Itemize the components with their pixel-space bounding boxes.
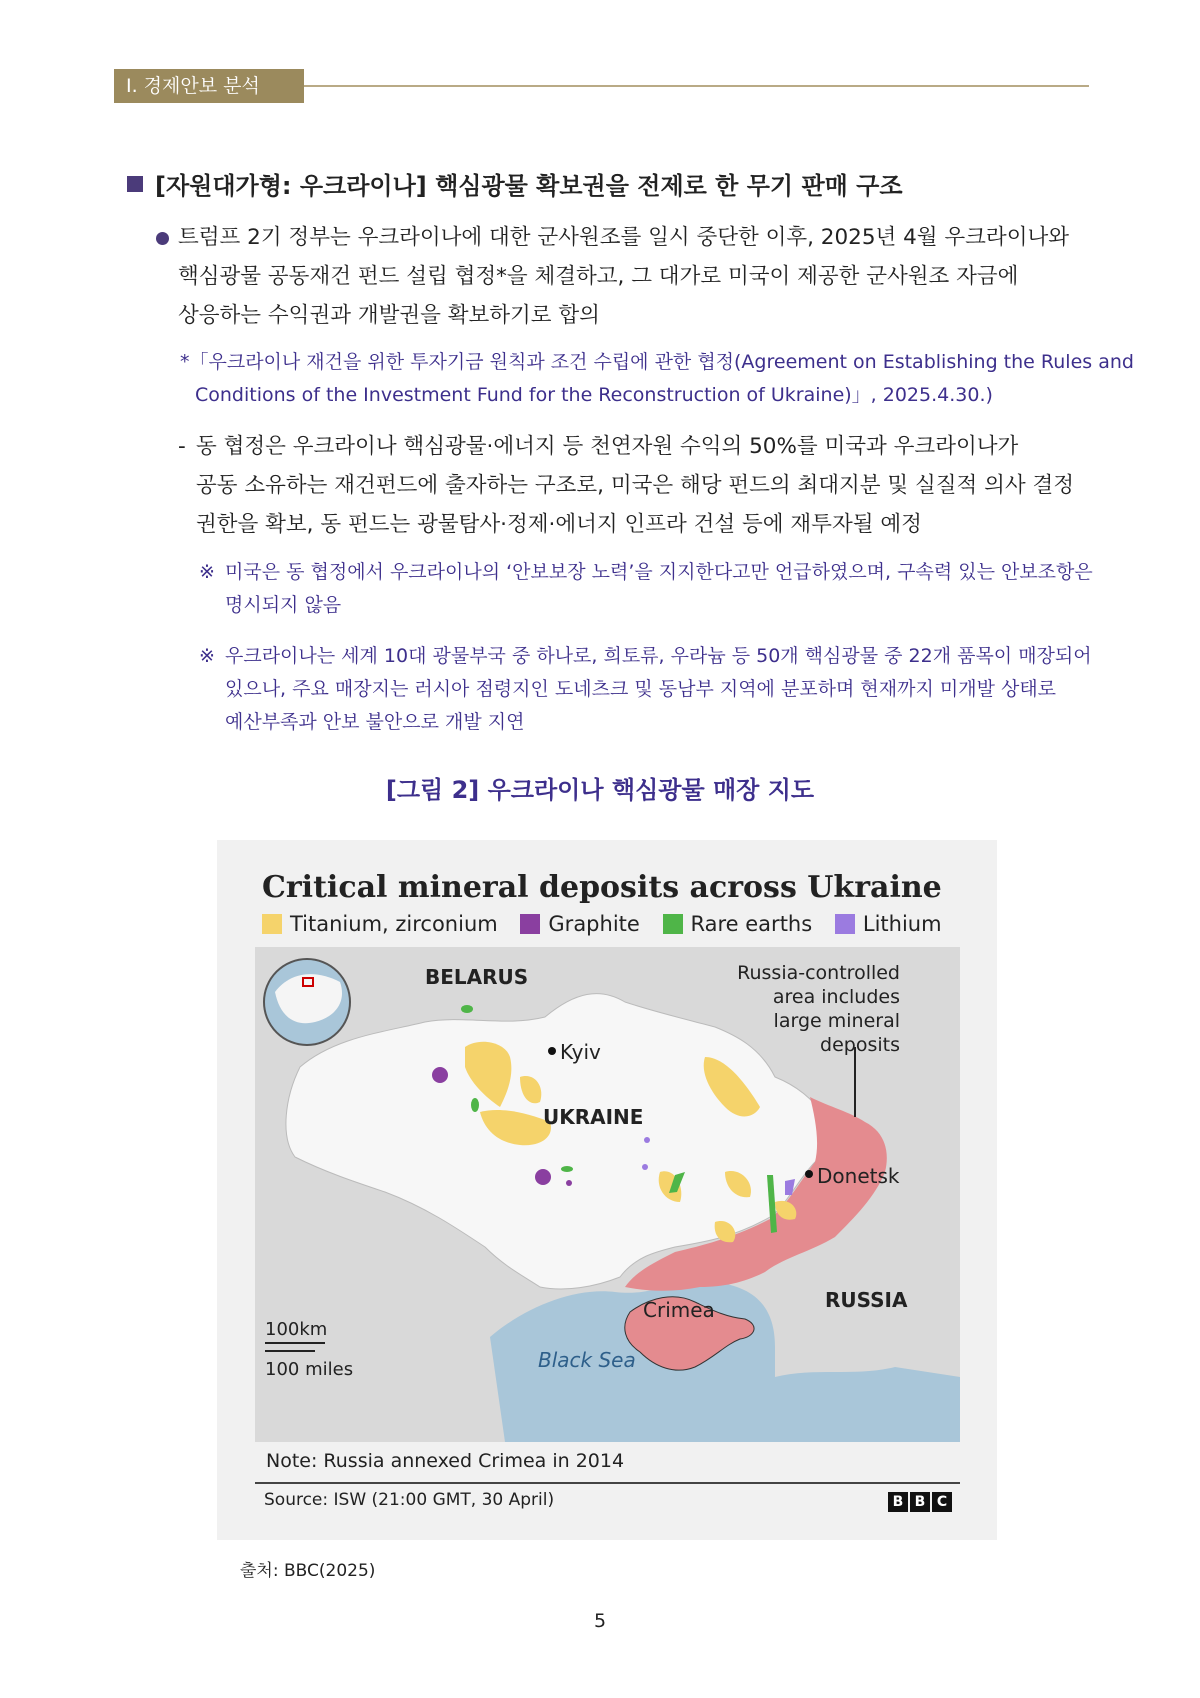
paragraph-line: 트럼프 2기 정부는 우크라이나에 대한 군사원조를 일시 중단한 이후, 2025년 4월 우크라이나와 (178, 225, 1070, 250)
page-number: 5 (593, 1610, 607, 1632)
russia-note-line: deposits (820, 1034, 900, 1056)
section-tab: Ⅰ. 경제안보 분석 (114, 69, 304, 103)
label-crimea: Crimea (643, 1298, 715, 1322)
map-legend (262, 912, 958, 936)
label-donetsk: Donetsk (817, 1164, 900, 1188)
russia-note-line: Russia-controlled (737, 962, 900, 984)
label-belarus: BELARUS (425, 965, 529, 989)
dash-marker: - (178, 434, 186, 459)
paragraph-line: 핵심광물 공동재건 펀드 설립 협정*을 체결하고, 그 대가로 미국이 제공한 군사원조 자금에 (178, 264, 1019, 289)
graphite-deposit (432, 1067, 448, 1083)
footnote-line: *「우크라이나 재건을 위한 투자기금 원칙과 조건 수립에 관한 협정(Agreement on Establishing the Rules and (180, 351, 1134, 373)
bbc-logo-letter: B (888, 1492, 908, 1512)
legend-swatch (835, 914, 855, 934)
note-line: 명시되지 않음 (225, 594, 342, 616)
map-note: Note: Russia annexed Crimea in 2014 (266, 1450, 625, 1472)
label-kyiv: Kyiv (560, 1040, 601, 1064)
lithium-deposit (644, 1137, 650, 1143)
lithium-deposit (642, 1164, 648, 1170)
legend-item-lithium: Lithium (835, 912, 942, 936)
reference-mark: ※ (199, 645, 215, 667)
rare-earth-deposit (471, 1098, 479, 1112)
note-minerals (199, 640, 1092, 739)
square-bullet-icon (127, 176, 143, 192)
figure-title: [그림 2] 우크라이나 핵심광물 매장 지도 (385, 776, 815, 804)
reference-mark: ※ (199, 561, 215, 583)
legend-item-rare-earths: Rare earths (663, 912, 813, 936)
note-security (199, 556, 1093, 622)
circle-bullet-icon (156, 232, 169, 245)
label-ukraine: UKRAINE (543, 1105, 644, 1129)
paragraph-line: 공동 소유하는 재건펀드에 출자하는 구조로, 미국은 해당 펀드의 최대지분 및 실질적 의사 결정 (196, 473, 1075, 498)
rare-earth-deposit (561, 1166, 573, 1172)
legend-item-graphite: Graphite (520, 912, 639, 936)
agreement-footnote (180, 346, 1134, 412)
paragraph-line: 동 협정은 우크라이나 핵심광물·에너지 등 천연자원 수익의 50%를 미국과 우크라이나가 (196, 434, 1019, 459)
map-title: Critical mineral deposits across Ukraine (262, 870, 942, 905)
scale-miles: 100 miles (265, 1359, 354, 1380)
sea-area (775, 1367, 960, 1442)
map-source: Source: ISW (21:00 GMT, 30 April) (264, 1490, 555, 1510)
note-line: 있으나, 주요 매장지는 러시아 점령지인 도네츠크 및 동남부 지역에 분포하며 현재까지 미개발 상태로 (225, 678, 1057, 700)
legend-swatch (262, 914, 282, 934)
paragraph-line: 권한을 확보, 동 펀드는 광물탐사·정제·에너지 인프라 건설 등에 재투자될 예정 (196, 512, 922, 537)
section-title (127, 166, 903, 201)
legend-swatch (520, 914, 540, 934)
label-russia: RUSSIA (825, 1288, 908, 1312)
paragraph-line: 상응하는 수익권과 개발권을 확보하기로 합의 (178, 303, 600, 328)
main-bullet-paragraph (178, 218, 1069, 335)
source-rule (255, 1482, 960, 1484)
kyiv-marker (548, 1047, 556, 1055)
bbc-logo-letter: C (932, 1492, 952, 1512)
graphite-deposit (535, 1169, 551, 1185)
graphite-deposit (566, 1180, 572, 1186)
sub-bullet-paragraph (178, 427, 1075, 544)
section-title-text: [자원대가형: 우크라이나] 핵심광물 확보권을 전제로 한 무기 판매 구조 (155, 172, 903, 200)
footnote-line: Conditions of the Investment Fund for the Reconstruction of Ukraine)」, 2025.4.30.) (195, 384, 993, 406)
note-line: 미국은 동 협정에서 우크라이나의 ‘안보보장 노력’을 지지한다고만 언급하였으며, 구속력 있는 안보조항은 (225, 561, 1093, 583)
rare-earth-deposit (461, 1005, 473, 1013)
scale-km: 100km (265, 1319, 328, 1340)
header-rule (304, 85, 1089, 87)
note-line: 우크라이나는 세계 10대 광물부국 중 하나로, 희토류, 우라늄 등 50개 핵심광물 중 22개 품목이 매장되어 (225, 645, 1092, 667)
figure-source-caption: 출처: BBC(2025) (240, 1561, 376, 1581)
legend-item-titanium: Titanium, zirconium (262, 912, 498, 936)
note-line: 예산부족과 안보 불안으로 개발 지연 (225, 711, 525, 733)
bbc-logo-letter: B (910, 1492, 930, 1512)
label-black-sea: Black Sea (538, 1348, 636, 1372)
bbc-logo (886, 1491, 952, 1512)
legend-swatch (663, 914, 683, 934)
ukraine-mineral-map (255, 947, 960, 1442)
donetsk-marker (805, 1170, 813, 1178)
russia-note-line: area includes (772, 986, 900, 1008)
russia-note-line: large mineral (773, 1010, 900, 1032)
